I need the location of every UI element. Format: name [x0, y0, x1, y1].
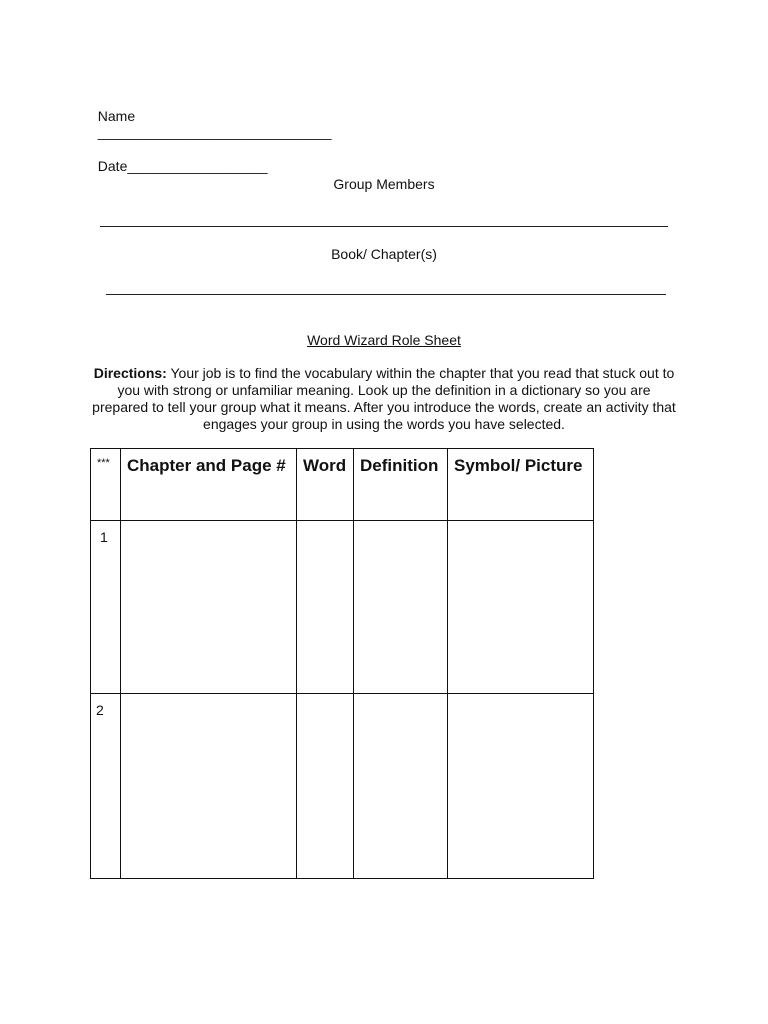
table-header-row — [91, 449, 594, 521]
book-chapter-blank-line[interactable] — [106, 294, 666, 295]
name-blank[interactable]: ______________________________ — [97, 124, 332, 140]
chapter-page-cell[interactable] — [121, 694, 297, 879]
table-row — [91, 521, 594, 694]
table-row — [91, 694, 594, 879]
symbol-picture-cell[interactable] — [448, 521, 594, 694]
book-chapter-label: Book/ Chapter(s) — [331, 246, 437, 262]
word-cell[interactable] — [297, 694, 354, 879]
date-field[interactable] — [90, 142, 268, 174]
definition-cell[interactable] — [354, 694, 448, 879]
name-field[interactable] — [90, 92, 331, 140]
name-label: Name — [97, 108, 136, 124]
vocabulary-table — [90, 448, 594, 879]
date-label: Date — [97, 158, 128, 174]
group-members-blank-line[interactable] — [100, 226, 668, 227]
directions-label: Directions: — [93, 365, 167, 381]
symbol-picture-cell[interactable] — [448, 694, 594, 879]
word-cell[interactable] — [297, 521, 354, 694]
definition-cell[interactable] — [354, 521, 448, 694]
header-stars: *** — [91, 449, 121, 521]
directions-text: Your job is to find the vocabulary within the chapter that you read that stuck out to you with strong or unfamiliar meaning. Look up the definition in a dictionary so you are prepared to tell your group what it means. After you introduce the words, create an activity that engages your group in using the words you have selected. — [92, 365, 676, 432]
row-number: 2 — [91, 694, 121, 879]
header-symbol-picture: Symbol/ Picture — [448, 449, 594, 521]
header-chapter-page: Chapter and Page # — [121, 449, 297, 521]
date-blank[interactable]: __________________ — [127, 158, 268, 174]
sheet-title: Word Wizard Role Sheet — [307, 332, 461, 348]
header-word: Word — [297, 449, 354, 521]
row-number: 1 — [91, 521, 121, 694]
group-members-label: Group Members — [333, 176, 435, 192]
directions-paragraph — [90, 365, 678, 433]
chapter-page-cell[interactable] — [121, 521, 297, 694]
header-definition: Definition — [354, 449, 448, 521]
